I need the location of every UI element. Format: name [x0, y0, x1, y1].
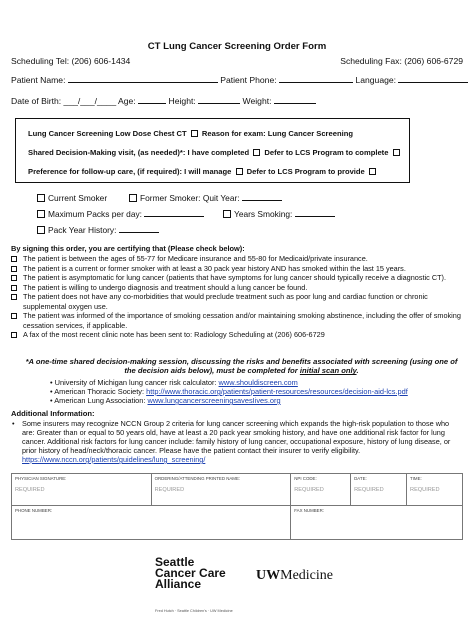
certify-heading: By signing this order, you are certifying that (Please check below):: [11, 244, 245, 253]
npi-cell[interactable]: [291, 474, 351, 506]
followup-label: Preference for follow-up care, (if required): I will manage: [28, 167, 232, 176]
physician-signature-cell[interactable]: [12, 474, 152, 506]
order-line-ct: [28, 129, 353, 138]
certify-item-text: A fax of the most recent clinic note has been sent to: Radiology Scheduling at (206) 606-6729: [23, 330, 325, 339]
date-label: DATE:: [354, 476, 367, 481]
former-smoker-label: Former Smoker: Quit Year:: [140, 193, 240, 203]
max-packs-option[interactable]: [37, 209, 204, 219]
additional-info-item: [12, 419, 462, 464]
bullet-icon: •: [50, 387, 55, 396]
scheduling-tel: Scheduling Tel: (206) 606-1434: [11, 56, 131, 66]
ordering-name-cell[interactable]: [151, 474, 291, 506]
sdm-defer-checkbox[interactable]: [393, 149, 400, 156]
date-cell[interactable]: [351, 474, 407, 506]
certify-item: [11, 254, 466, 264]
additional-info-list: [12, 419, 462, 464]
fax-number-label: FAX NUMBER:: [294, 508, 324, 513]
patient-row: [11, 75, 468, 85]
language-field[interactable]: [398, 75, 468, 83]
decision-aid-url[interactable]: www.shouldiscreen.com: [218, 378, 298, 387]
time-label: TIME:: [410, 476, 422, 481]
patient-phone-label: Patient Phone:: [220, 75, 277, 85]
uw-medicine-logo: [256, 568, 333, 584]
decision-aid-label: American Thoracic Society:: [54, 387, 147, 396]
current-smoker-option[interactable]: [37, 193, 107, 203]
scca-line-2: Cancer Care: [155, 566, 226, 581]
scca-line-3: Alliance: [155, 577, 202, 592]
certify-checkbox[interactable]: [11, 294, 17, 300]
bullet-icon: •: [50, 396, 55, 405]
decision-aid-link-row: [50, 387, 408, 396]
certify-item-text: The patient was informed of the importance of smoking cessation and/or maintaining smoking abstinence, including the offer of smoking cessation services, if applicable.: [23, 311, 461, 330]
ct-order-label: Lung Cancer Screening Low Dose Chest CT: [28, 129, 187, 138]
max-packs-checkbox[interactable]: [37, 210, 45, 218]
certify-item: [11, 330, 466, 340]
pack-year-field[interactable]: [119, 225, 159, 233]
current-smoker-checkbox[interactable]: [37, 194, 45, 202]
followup-manage-checkbox[interactable]: [236, 168, 243, 175]
certify-item: [11, 283, 466, 293]
weight-label: Weight:: [242, 96, 272, 106]
decision-aid-url[interactable]: www.lungcancerscreeningsavesIives.org: [147, 396, 281, 405]
patient-phone-field[interactable]: [279, 75, 353, 83]
certify-checkbox[interactable]: [11, 266, 17, 272]
ordering-name-label: ORDERING/ATTENDING PRINTED NAME:: [154, 476, 241, 481]
scca-subline: Fred Hutch · Seattle Children's · UW Medicine: [155, 609, 233, 613]
weight-field[interactable]: [274, 96, 316, 104]
certify-checkbox[interactable]: [11, 285, 17, 291]
bullet-icon: •: [50, 378, 55, 387]
certify-item-text: The patient is between the ages of 55-77 for Medicare insurance and 55-80 for Medicaid/private insurance.: [23, 254, 368, 263]
language-label: Language:: [355, 75, 397, 85]
scca-line-1: Seattle: [155, 555, 195, 569]
decision-aid-label: American Lung Association:: [54, 396, 148, 405]
certify-checkbox[interactable]: [11, 313, 17, 319]
height-field[interactable]: [198, 96, 240, 104]
decision-aid-links: [50, 378, 408, 405]
certify-item-text: The patient is a current or former smoker with at least a 30 pack year history AND has smoked within the last 15 years.: [23, 263, 406, 273]
certify-item: [11, 292, 466, 311]
patient-name-field[interactable]: [68, 75, 218, 83]
decision-aid-label: University of Michigan lung cancer risk calculator:: [54, 378, 219, 387]
nccn-link[interactable]: https://www.nccn.org/patients/guidelines/lung_screening/: [22, 455, 206, 464]
current-smoker-label: Current Smoker: [48, 193, 108, 203]
age-field[interactable]: [138, 96, 166, 104]
certify-item: [11, 264, 466, 274]
max-packs-label: Maximum Packs per day:: [48, 209, 143, 219]
years-smoking-checkbox[interactable]: [223, 210, 231, 218]
followup-defer-label: Defer to LCS Program to provide: [246, 167, 365, 176]
initial-scan-emphasis: initial scan only: [299, 366, 357, 376]
decision-aid-link-row: [50, 396, 408, 405]
sdm-completed-checkbox[interactable]: [253, 149, 260, 156]
shared-note-end: .: [356, 366, 359, 376]
certify-list: [11, 254, 466, 340]
signature-table: [11, 473, 463, 540]
ordering-name-required: REQUIRED: [154, 487, 185, 493]
reason-label: Reason for exam: Lung Cancer Screening: [201, 129, 353, 138]
order-line-sdm: [28, 148, 402, 157]
sdm-defer-label: Defer to LCS Program to complete: [264, 148, 389, 157]
order-line-followup: [28, 167, 378, 176]
npi-required: REQUIRED: [294, 487, 324, 493]
quit-year-field[interactable]: [242, 193, 282, 201]
uw-mark: UW: [256, 568, 281, 583]
dob-row: [11, 96, 316, 106]
max-packs-field[interactable]: [144, 209, 204, 217]
time-cell[interactable]: [407, 474, 463, 506]
bullet-icon: •: [12, 419, 15, 428]
ct-order-checkbox[interactable]: [191, 130, 198, 137]
additional-info-heading: Additional Information:: [11, 409, 95, 418]
former-smoker-checkbox[interactable]: [129, 194, 137, 202]
decision-aid-link-row: [50, 378, 408, 387]
patient-name-label: Patient Name:: [11, 75, 66, 85]
certify-item-text: The patient is willing to undergo diagnosis and treatment should a lung cancer be found.: [23, 282, 308, 292]
certify-item-text: The patient is asymptomatic for lung cancer (patients that have symptoms for lung cancer should typically receive a diagnostic CT).: [23, 273, 447, 282]
uw-name: Medicine: [280, 568, 333, 583]
scca-wordmark: [155, 557, 226, 591]
height-label: Height:: [168, 96, 196, 106]
phone-number-label: PHONE NUMBER:: [15, 508, 53, 513]
dob-field[interactable]: ___/___/____: [63, 96, 117, 106]
age-label: Age:: [118, 96, 136, 106]
decision-aid-url[interactable]: http://www.thoracic.org/patients/patient-resources/resources/decision-aid-lcs.pdf: [146, 387, 408, 396]
shared-decision-note: [19, 357, 464, 376]
order-box: [15, 118, 410, 183]
phone-number-cell[interactable]: [12, 506, 291, 540]
dob-label: Date of Birth:: [11, 96, 62, 106]
certify-item-text: The patient does not have any co-morbidities that would preclude treatment such as poor lung and cardiac function or chronic supplemental oxygen use.: [23, 292, 428, 311]
fax-number-cell[interactable]: [291, 506, 463, 540]
npi-label: NPI CODE:: [294, 476, 317, 481]
time-required: REQUIRED: [410, 487, 440, 493]
form-title: CT Lung Cancer Screening Order Form: [147, 41, 327, 52]
years-smoking-option[interactable]: [223, 209, 335, 219]
former-smoker-option[interactable]: [129, 193, 282, 203]
pack-year-label: Pack Year History:: [48, 225, 117, 235]
physician-signature-label: PHYSICIAN SIGNATURE:: [15, 476, 67, 481]
certify-checkbox[interactable]: [11, 256, 17, 262]
followup-defer-checkbox[interactable]: [369, 168, 376, 175]
years-smoking-field[interactable]: [295, 209, 335, 217]
pack-year-option[interactable]: [37, 225, 159, 235]
sdm-label: Shared Decision-Making visit, (as needed)*: I have completed: [28, 148, 250, 157]
certify-checkbox[interactable]: [11, 275, 17, 281]
physician-signature-required: REQUIRED: [15, 487, 45, 493]
certify-item: [11, 311, 466, 330]
certify-item: [11, 273, 466, 283]
years-smoking-label: Years Smoking:: [234, 209, 293, 219]
pack-year-checkbox[interactable]: [37, 226, 45, 234]
additional-info-text: Some insurers may recognize NCCN Group 2 criteria for lung cancer screening which expands the high-risk population to those who are: Greater than or equal to 50 years old, have at least a 20 pack year smoking history, and have one additional risk factor for lung cancer. Additional risk factors for lung cancer include: family history of lung cancer, occupational exposure, history of lung disease, or prior history of head/neck/thoracic cancer. Please have the patient contact their insurer to verify eligibility.: [22, 419, 451, 455]
certify-checkbox[interactable]: [11, 332, 17, 338]
scheduling-fax: Scheduling Fax: (206) 606-6729: [340, 56, 463, 66]
shared-note-text: *A one-time shared decision-making session, discussing the risks and benefits associated with screening (using one of the decision aids below), must be completed for: [25, 357, 458, 376]
date-required: REQUIRED: [354, 487, 384, 493]
